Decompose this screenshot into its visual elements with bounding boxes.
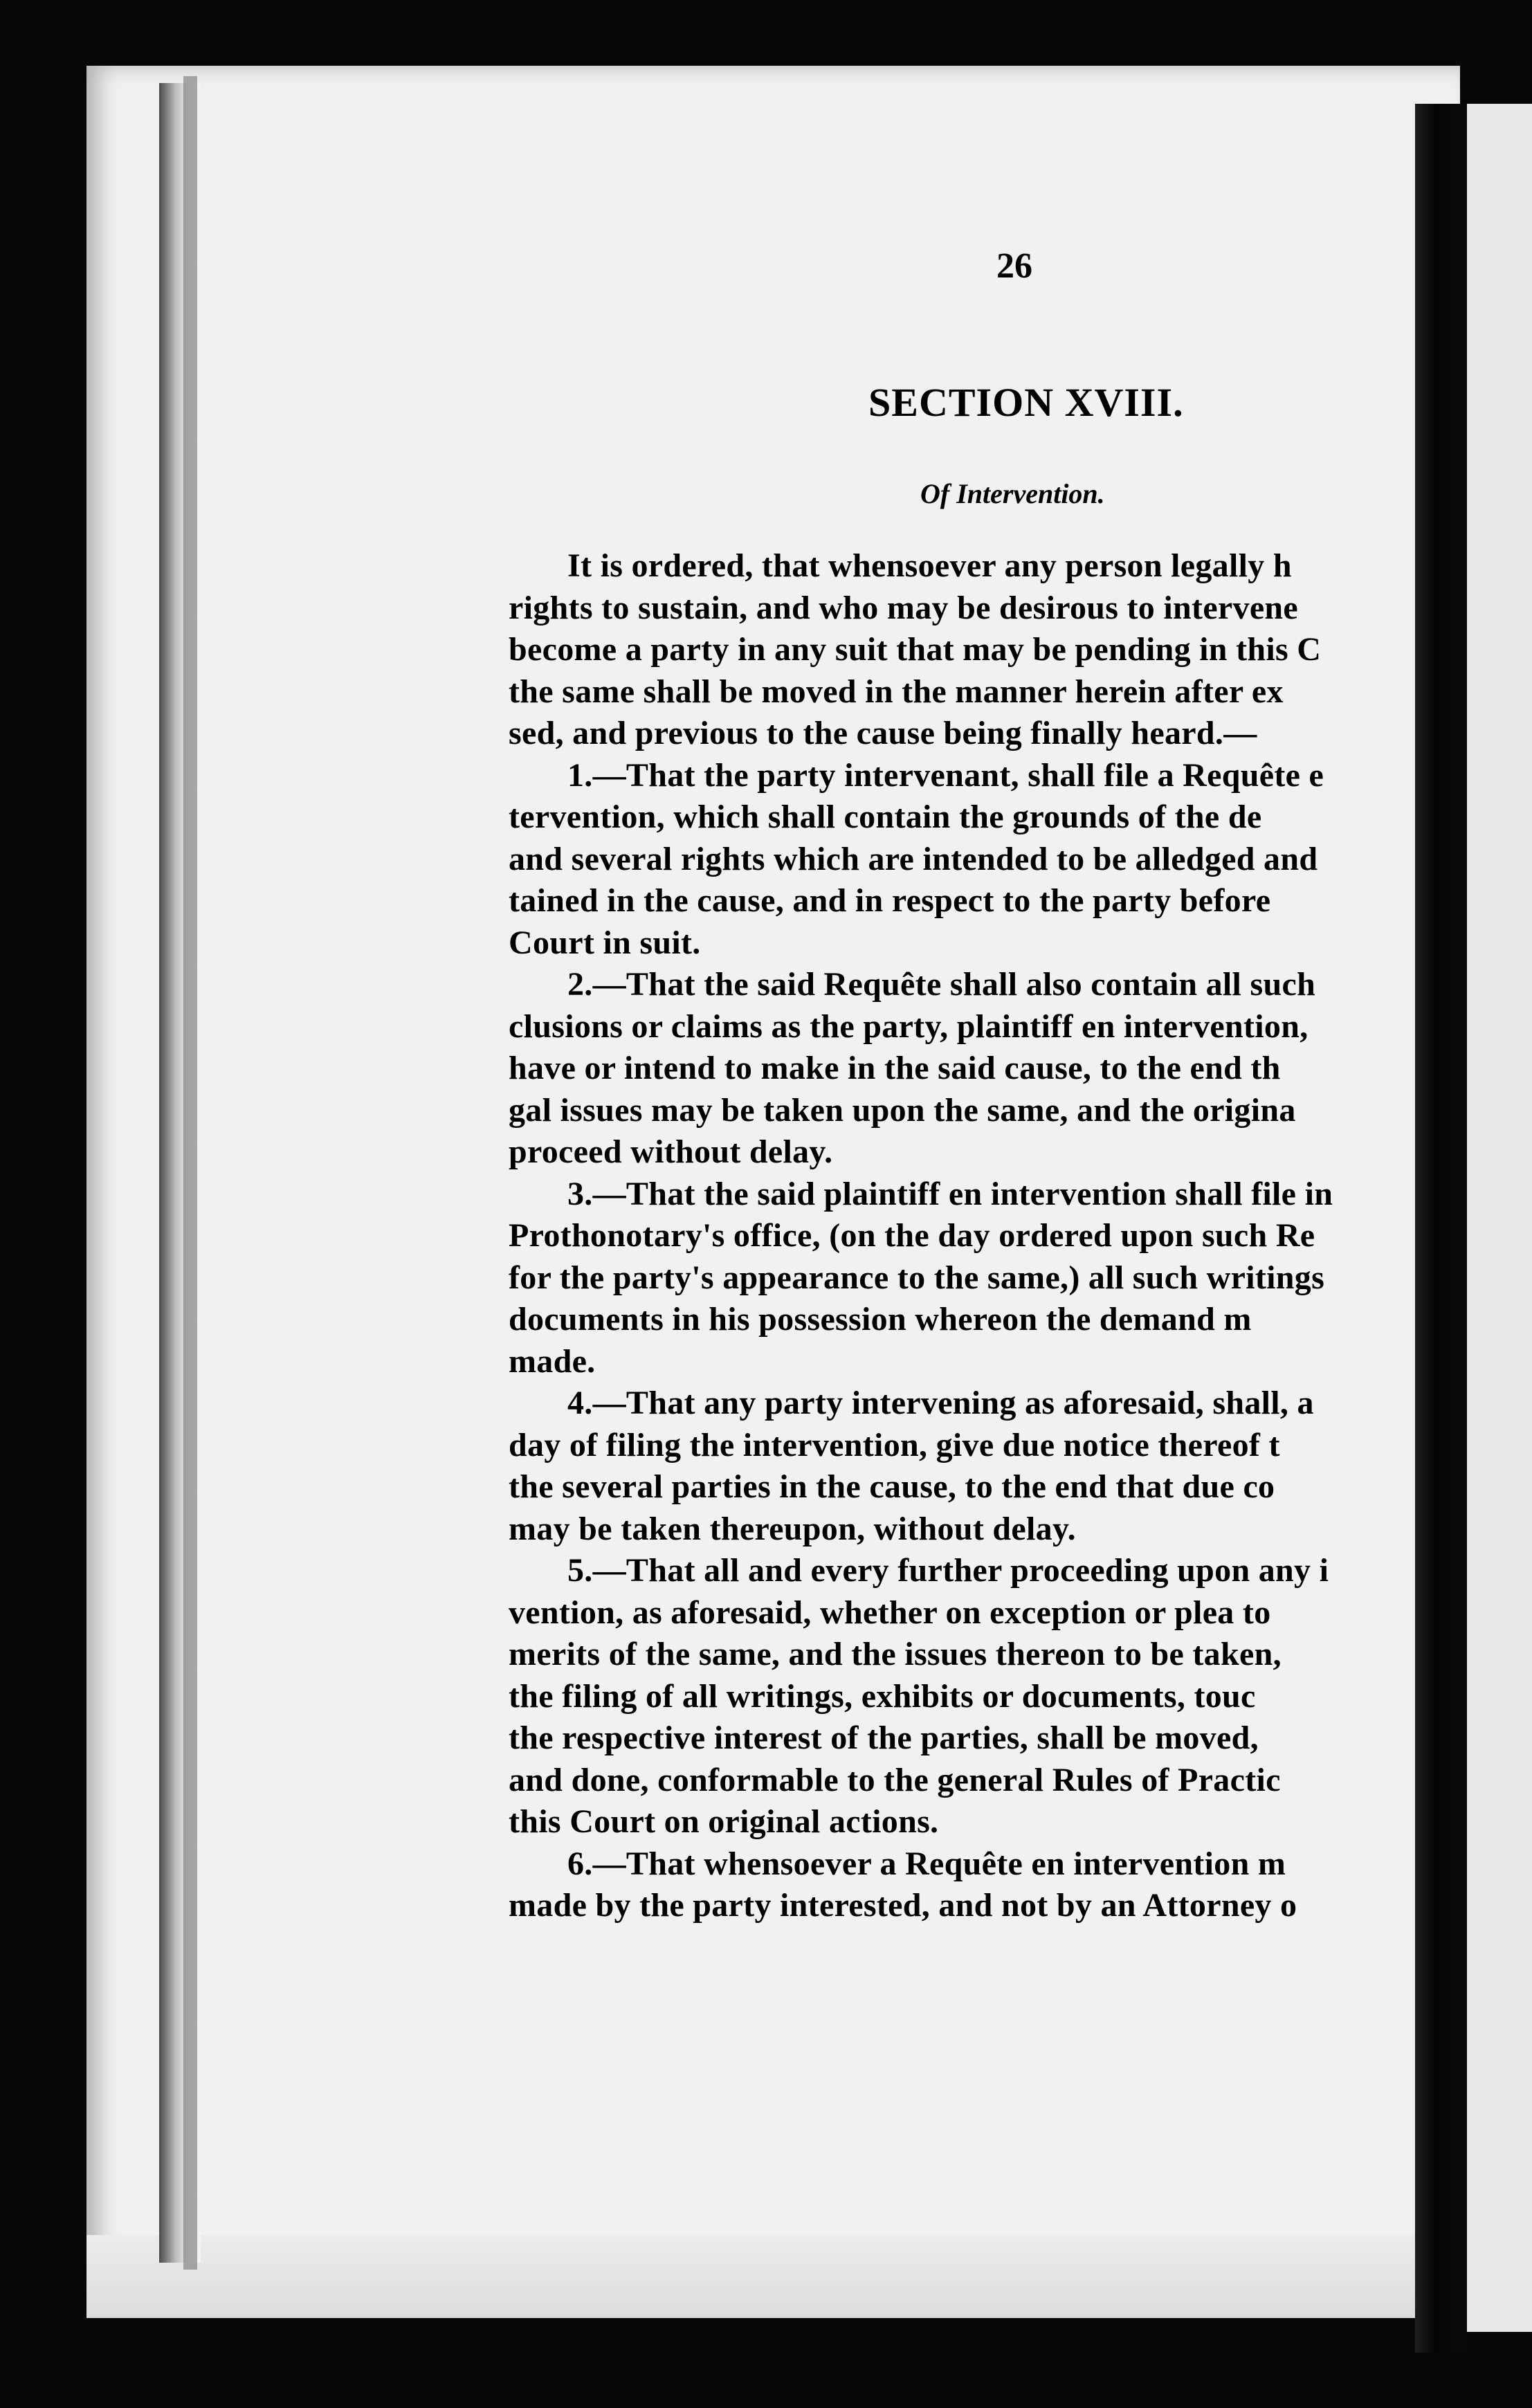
text-line: 5.—That all and every further proceeding upon any i bbox=[567, 1552, 1329, 1589]
text-line: the same shall be moved in the manner herein after ex bbox=[509, 673, 1284, 710]
text-line: Prothonotary's office, (on the day ordered upon such Re bbox=[509, 1217, 1315, 1254]
body-text bbox=[509, 547, 1422, 1986]
text-line: and several rights which are intended to be alledged and bbox=[509, 840, 1318, 877]
text-line: merits of the same, and the issues thereon to be taken, bbox=[509, 1636, 1282, 1672]
section-title: SECTION XVIII. bbox=[868, 380, 1184, 425]
book-gutter bbox=[1415, 104, 1467, 2353]
text-line: made by the party interested, and not by an Attorney o bbox=[509, 1887, 1297, 1924]
binding-shadow bbox=[183, 76, 197, 2270]
text-line: for the party's appearance to the same,) all such writings bbox=[509, 1259, 1325, 1296]
text-line: It is ordered, that whensoever any person legally h bbox=[567, 547, 1292, 584]
text-line: clusions or claims as the party, plaintiff en intervention, bbox=[509, 1007, 1308, 1045]
text-line: day of filing the intervention, give due notice thereof t bbox=[509, 1426, 1280, 1463]
text-line: 3.—That the said plaintiff en intervention shall file in bbox=[567, 1175, 1333, 1212]
text-line: 1.—That the party intervenant, shall file a Requête e bbox=[567, 756, 1324, 794]
text-line: the several parties in the cause, to the end that due co bbox=[509, 1468, 1275, 1505]
text-line: tained in the cause, and in respect to the party before bbox=[509, 882, 1271, 919]
text-line: sed, and previous to the cause being finally heard.— bbox=[509, 715, 1257, 751]
text-line: rights to sustain, and who may be desirous to intervene bbox=[509, 589, 1299, 626]
text-line: Court in suit. bbox=[509, 924, 701, 961]
adjacent-page bbox=[1467, 104, 1532, 2332]
text-line: gal issues may be taken upon the same, and the origina bbox=[509, 1091, 1296, 1129]
text-line: 6.—That whensoever a Requête en intervention m bbox=[567, 1845, 1286, 1882]
text-line: and done, conformable to the general Rules of Practic bbox=[509, 1761, 1281, 1798]
text-line: vention, as aforesaid, whether on exception or plea to bbox=[509, 1594, 1271, 1631]
page-number: 26 bbox=[996, 246, 1032, 286]
text-line: may be taken thereupon, without delay. bbox=[509, 1510, 1076, 1547]
text-line: documents in his possession whereon the demand m bbox=[509, 1301, 1252, 1338]
section-subtitle: Of Intervention. bbox=[920, 478, 1105, 509]
text-line: this Court on original actions. bbox=[509, 1803, 939, 1840]
text-line: 4.—That any party intervening as aforesaid, shall, a bbox=[567, 1385, 1314, 1421]
text-line: become a party in any suit that may be pending in this C bbox=[509, 631, 1322, 668]
text-line: tervention, which shall contain the grounds of the de bbox=[509, 799, 1262, 835]
text-line: made. bbox=[509, 1342, 596, 1380]
text-line: have or intend to make in the said cause, to the end th bbox=[509, 1050, 1281, 1086]
page-bottom-edge bbox=[86, 2235, 1460, 2318]
text-line: 2.—That the said Requête shall also contain all such bbox=[567, 966, 1316, 1003]
text-line: the filing of all writings, exhibits or documents, touc bbox=[509, 1677, 1256, 1715]
text-line: proceed without delay. bbox=[509, 1133, 833, 1170]
text-line: the respective interest of the parties, shall be moved, bbox=[509, 1720, 1259, 1756]
